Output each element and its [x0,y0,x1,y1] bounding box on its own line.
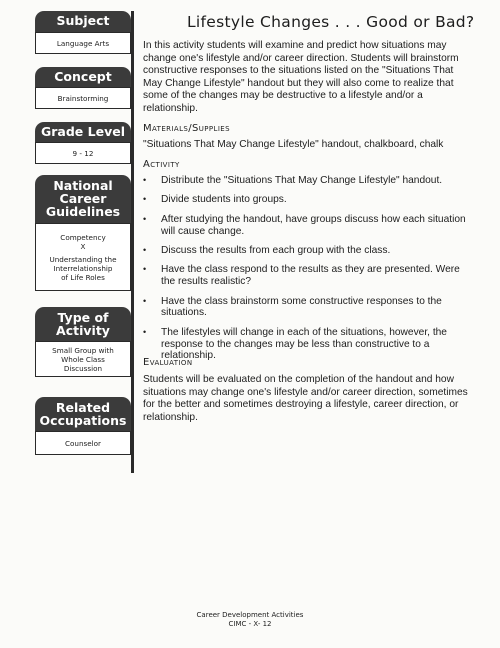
concept-text: Brainstorming [57,93,109,103]
guideline-description-line1: Understanding the [49,254,117,264]
subject-heading: Subject [35,11,131,32]
concept-value [35,87,131,109]
concept-heading: Concept [35,67,131,87]
bullet-icon: • [143,295,147,306]
materials-heading: Materials/Supplies [143,123,230,134]
activity-type-value [35,341,131,377]
activity-step [143,264,471,288]
related-occupations-value [35,431,131,455]
related-occupations-heading [35,397,131,431]
evaluation-text: Students will be evaluated on the completion of the handout and how situations may change one's lifestyle and/or career direction, sometimes for the better and sometimes destroying a lifestyle, career direction, or relationship. [143,374,468,423]
page-title: Lifestyle Changes . . . Good or Bad? [187,13,475,31]
activity-type-heading-line2: Activity [56,323,110,338]
guidelines-heading-line3: Guidelines [45,204,121,219]
activity-step [143,194,471,206]
guidelines-heading-line1: National [53,178,113,193]
footer-line2: CIMC - X- 12 [228,620,272,628]
activity-type-heading-line1: Type of [57,310,109,325]
occupations-heading-line2: Occupations [39,413,127,428]
occupation-text: Counselor [64,438,102,448]
related-occupations-block [35,397,131,455]
guideline-description-line3: of Life Roles [61,272,105,282]
career-guidelines-heading [35,175,131,223]
concept-block [35,67,131,109]
materials-text: "Situations That May Change Lifestyle" handout, chalkboard, chalk [143,139,444,150]
activity-step-text: Have the class respond to the results as they are presented. Were the results realistic? [161,264,460,288]
page-footer [150,611,350,629]
activity-step-text: After studying the handout, have groups discuss how each situation will cause change. [161,213,466,237]
bullet-icon: • [143,244,147,255]
occupations-heading-line1: Related [55,400,111,415]
competency-label: Competency [60,232,106,242]
bullet-icon: • [143,264,147,275]
bullet-icon: • [143,175,147,185]
grade-level-heading: Grade Level [35,122,131,142]
activity-type-heading [35,307,131,341]
career-guidelines-block [35,175,131,291]
footer-line1: Career Development Activities [196,611,304,619]
grade-level-block [35,122,131,164]
activity-steps [143,175,471,370]
activity-step [143,214,471,238]
guidelines-heading-line2: Career [59,191,107,206]
intro-paragraph: In this activity students will examine and predict how situations may change one's lifestyle and/or career direction. Students will brainstorm constructive responses to the situations listed on the "Situations That May Change Lifestyle" handout but they will also come to realize that some of the changes may be destructive to a lifestyle and/or a relationship. [143,40,459,114]
subject-block [35,11,131,54]
career-guidelines-value [35,223,131,291]
activity-step [143,175,471,187]
activity-type-line2: Whole Class [61,354,105,364]
bullet-icon: • [143,213,147,224]
grade-level-text: 9 - 12 [72,148,94,158]
evaluation-heading: Evaluation [143,357,193,368]
competency-value: X [80,241,86,251]
subject-value [35,32,131,54]
sidebar-divider [131,11,134,473]
activity-step-text: Distribute the "Situations That May Change Lifestyle" handout. [161,175,443,186]
bullet-icon: • [143,326,147,337]
activity-step [143,245,471,257]
activity-step [143,296,471,320]
activity-step-text: Discuss the results from each group with the class. [161,244,391,256]
activity-step-text: Have the class brainstorm some constructive responses to the situations. [161,295,442,319]
bullet-icon: • [143,194,147,205]
grade-level-value [35,142,131,164]
activity-type-line3: Discussion [63,363,103,373]
guideline-description-line2: Interrelationship [53,263,113,273]
activity-step-text: The lifestyles will change in each of the situations, however, the response to the changes may be less than constructive to a relationship. [161,326,447,362]
activity-heading: Activity [143,159,180,170]
activity-step-text: Divide students into groups. [161,194,287,206]
activity-type-line1: Small Group with [52,345,114,355]
activity-type-block [35,307,131,377]
subject-text: Language Arts [56,38,110,48]
